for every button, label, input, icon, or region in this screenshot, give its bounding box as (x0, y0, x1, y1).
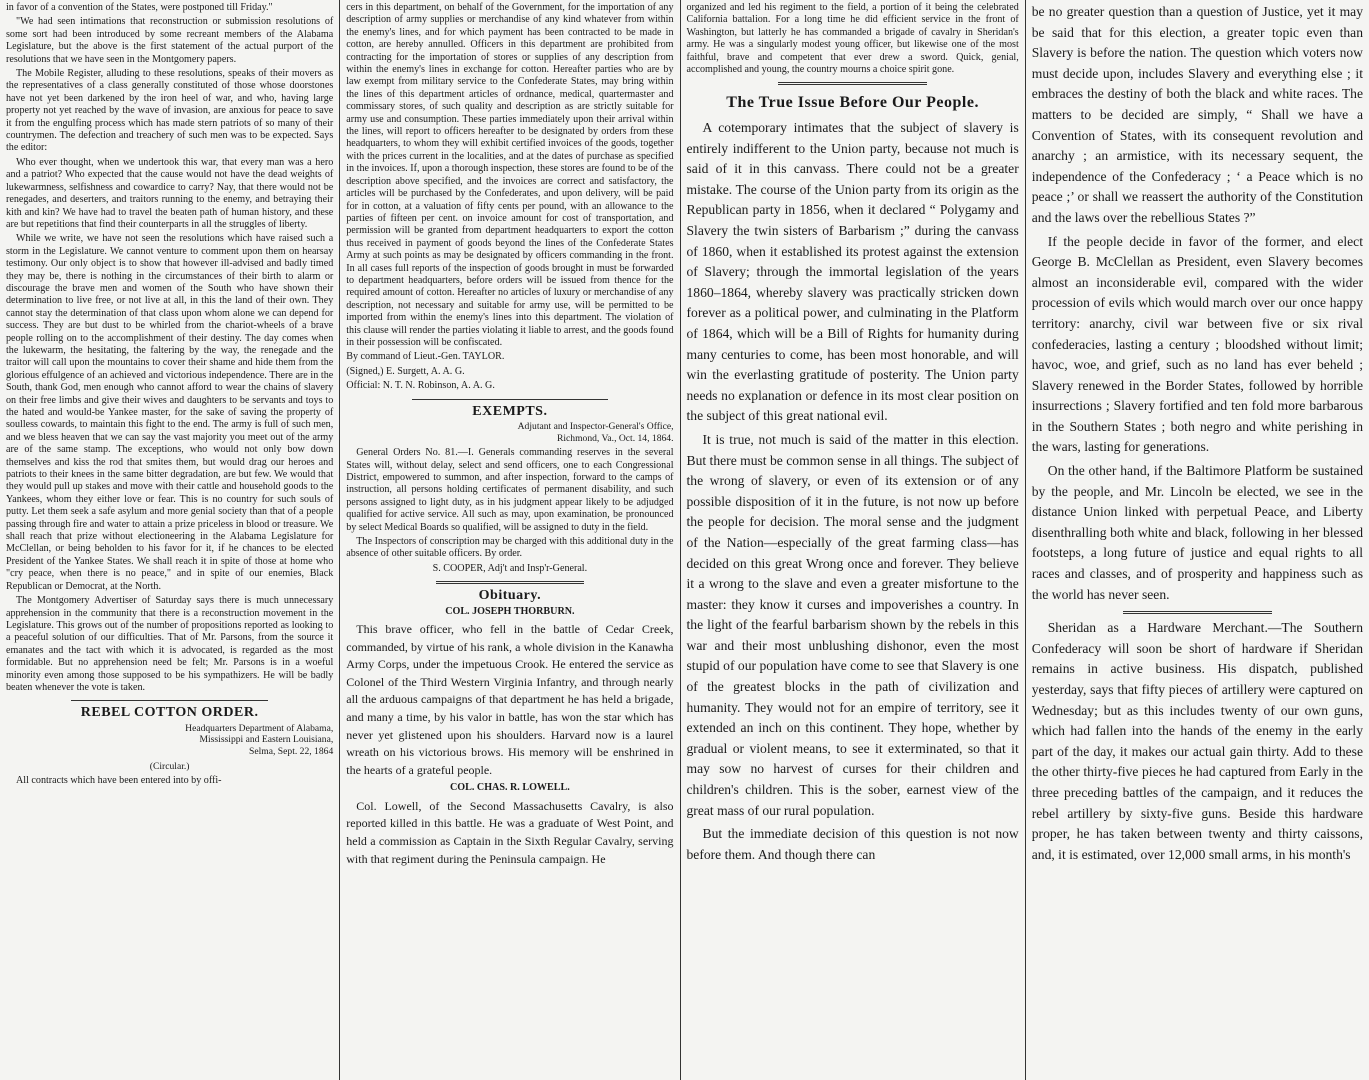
paragraph: Sheridan as a Hardware Merchant.—The Southern Confederacy will soon be short of hardware if Sheridan remains in active business. His dispatch, published yesterday, says that fifty pieces of artillery were captured on Wednesday; but as this includes twenty of our own guns, which had fallen into the hands of the enemy in the early part of the day, it makes our actual gain thirty. Add to these the other thirty-five pieces he had captured from Early in the three preceding battles of the campaign, and it reduces the rebel artillery by sixty-five guns. Beside this hardware proper, he has taken between twenty and thirty caissons, and, it is estimated, over 12,000 small arms, in his month's (1031, 620, 1363, 862)
separator (412, 399, 608, 400)
column-3 (681, 0, 1025, 1080)
column-1 (0, 0, 339, 1080)
circular-label: (Circular.) (149, 760, 190, 772)
paragraph: A cotemporary intimates that the subject of slavery is entirely indifferent to the Union party, because not much is said of it in this canvass. There could not be a greater mistake. The course of the Union party from its origin as the Republican party in 1856, when it declared “ Polygamy and Slavery the twin sisters of Barbarism ;” during the canvass of 1860, when it established its protest against the extension of Slavery; through the immortal legislation of the years 1860–1864, whereby slavery was practically stricken down forever as a political power, and culminating in the Platform of 1864, which will be a Bill of Rights for humanity during many centuries to come, has been most honorable, and will win the everlasting gratitude of posterity. The Union party needs no explanation or defence in its most clear position on the subject of this great national evil. (686, 120, 1019, 424)
paragraph: in favor of a convention of the States, were postponed till Friday." (6, 2, 273, 13)
separator (71, 700, 267, 701)
separator (778, 82, 928, 85)
paragraph: It is true, not much is said of the matter in this election. But there must be common sense in all things. The subject of the wrong of slavery, or even of its extension or of any possible disposition of it in the future, is not now up before the people for decision. The moral sense and the judgment of the Nation—especially of the great farming class—has decided on this great Wrong once and forever. They believe it a wrong to the slave and even a greater misfortune to the master: they know it curses and impoverishes a country. In the light of the fearful barbarism shown by the rebels in this war and their most unblushing dishonor, even the most stupid of our population have come to see that Slavery is one of the greatest blocks in the path of civilization and humanity. They would not for an empire of territory, see it extended an inch on this continent. They hope, whether by gradual or violent means, to see it exterminated, so that it may sow no harvest of curses for their children and children's children. This is the sober, earnest view of the great mass of our rural population. (686, 431, 1019, 818)
paragraph: "We had seen intimations that reconstruction or submission resolutions of some sort had been introduced by some recreant members of the Alabama Legislature, but the above is the first statement of the actual purport of the resolutions that we have seen in the Montgomery papers. (6, 16, 334, 65)
dateline-line: Richmond, Va., Oct. 14, 1864. (556, 432, 674, 444)
subheading: COL. JOSEPH THORBURN. (445, 605, 575, 617)
signature-line: By command of Lieut.-Gen. TAYLOR. (346, 351, 505, 363)
dateline (6, 723, 333, 758)
paragraph: The Mobile Register, alluding to these resolutions, speaks of their movers as the representatives of a class generally constituted of those whose doorstones have not yet been darkened by the iron heel of war, and who, having large property not yet reached by the wave of invasion, are anxious for peace to save it from the engulfing process which has made stern patriots of so many of their countrymen. The defection and treachery of such men was to be expected. Says the editor: (6, 68, 334, 154)
signature-line: S. COOPER, Adj't and Insp'r-General. (432, 562, 588, 574)
column-4 (1026, 0, 1369, 1080)
dateline-line: Adjutant and Inspector-General's Office, (517, 421, 674, 432)
signature-line: Official: N. T. N. Robinson, A. A. G. (346, 380, 495, 392)
quoted-paragraph: While we write, we have not seen the resolutions which have raised such a storm in the Legislature. We cannot venture to comment upon them on hearsay testimony. Our only object is to show that however ill-advised and badly timed they may be, there is nothing in the circumstances of their birth to alarm or discourage the brave men and women of the South who have shown their determination to live free, or not live at all, in this the land of their own. They cannot stay the determination of that class upon whom alone we can depend for success. They are but dust to be whirled from the chariot-wheels of a brave people rolling on to the accomplishment of their destiny. The day comes when the lukewarm, the hesitating, the faltering by the way, the renegade and the traitor will call upon the mountains to cover their shame and hide them from the glorious effulgence of an achieved and victorious independence. There are in the South, thank God, men enough who cannot afford to wear the chains of slavery on their free limbs and give their wives and daughters to be servants and toys to the hated and would-be Yankee master, for the sake of saving the property of soulless cowards, to maintain this fight to the end. The army is full of such men, and we bless heaven that we can say the vast majority you meet out of the army are of the same stamp. The exceptions, who would not only bow down themselves and kiss the rod that smites them, but would drag our heroes and patriots to their knees in the same bitter degradation, are but few. We would that they would pull up stakes and move with their cattle and household goods to the Yankees, whom they either love or fear. This is no country for such souls of putty. Let them seek a safe asylum and more genial society than that of a people passing through fire and water to attain a prize priceless in blood or treasure. We shall reach that prize without electioneering in the Alabama Legislature for McClellan, or being beholden to his favor for it, if he chances to be elected President of the Yankee States. We shall reach it in spite of those at home who "cry peace, when there is no peace," and in spite of our enemies, Black Republican or Democrat, at the North. (6, 233, 334, 592)
quoted-paragraph: Who ever thought, when we undertook this war, that every man was a hero and a patriot? Who expected that the cause would not have the dead weights of lukewarmness, selfishness and cowardice to carry? Nay, that there would not be renegades, and deserters, and traitors running to the enemy, and betraying their kith and kin? We have had to travel the beaten path of human history, and these are but repetitions that find their counterparts in all the struggles of liberty. (6, 156, 334, 230)
paragraph: organized and led his regiment to the field, a portion of it being the celebrated California battalion. For a long time he did efficient service in the front of Washington, but latterly he has commanded a brigade of cavalry in Sheridan's army. He was a singularly modest young officer, but likewise one of the most faithful, brave and competent that ever drew a sword. Quick, genial, accomplished and young, the country mourns a choice spirit gone. (686, 2, 1019, 76)
paragraph: be no greater question than a question of Justice, yet it may be said that for this election, a greater topic even than Slavery is before the nation. The question which voters now must decide upon, includes Slavery and everything else ; it embraces the destiny of both the black and white races. The matters to be decided are simply, “ Shall we have a Convention of States, with its consequent revolution and anarchy ; an armistice, with its necessary sequent, the independence of the Confederacy ; ‘ a Peace which is no peace ;’ or shall we reassert the authority of the Constitution and the laws over the rebellious States ?” (1031, 4, 1363, 225)
subheading: COL. CHAS. R. LOWELL. (450, 782, 570, 794)
dateline-line: Selma, Sept. 22, 1864 (249, 745, 334, 757)
paragraph: General Orders No. 81.—I. Generals commanding reserves in the several States will, without delay, select and send officers, one to each Congressional District, empowered to summon, and after inspection, forward to the camps of instruction, all persons holding certificates of permanent disability, and such persons assigned to light duty, as in his judgment appear likely to be adjudged qualified for active service. All such as may, upon examination, be pronounced by select Medical Boards so qualified, will be assigned to duty in the field. (346, 447, 674, 533)
paragraph: If the people decide in favor of the former, and elect George B. McClellan as President, even Slavery becomes almost an inconsiderable evil, compared with the wider procession of evils which would march over our once happy territory: anarchy, civil war between five or six rival confederacies, lasting a century ; bloodshed without limit; havoc, woe, and grief, such as no land has ever beheld ; Slavery renewed in the Border States, followed by horrible insurrections ; Slavery fortified and ten fold more barbarous in the Southern States ; both negro and white perishing in the wars, lasting for generations. (1031, 233, 1363, 455)
dateline-line: Headquarters Department of Alabama, (185, 722, 334, 734)
paragraph: The Montgomery Advertiser of Saturday says there is much unnecessary apprehension in the community that there is a reconstruction movement in the Legislature. This grows out of the number of propositions reported as looking to a peaceful solution of our difficulties. That of Mr. Parsons, from the source it emanates and the tact with which it is advocated, is regarded as the most formidable. But no apprehension need be felt; Mr. Parsons is in a woeful minority even among those supposed to be his sympathizers. He will be badly beaten whenever the vote is taken. (6, 595, 334, 693)
dateline-line: Mississippi and Eastern Louisiana, (199, 734, 334, 746)
article-heading: The True Issue Before Our People. (726, 94, 979, 112)
article-heading: EXEMPTS. (472, 403, 548, 419)
paragraph: But the immediate decision of this question is not now before them. And though there can (686, 826, 1019, 862)
dateline (346, 421, 673, 444)
signature-line: (Signed,) E. Surgett, A. A. G. (346, 365, 465, 377)
paragraph: This brave officer, who fell in the battle of Cedar Creek, commanded, by virtue of his rank, a whole division in the Kanawha Army Corps, under the impetuous Crook. He entered the service as Colonel of the Third Western Virginia Infantry, and through nearly all the arduous campaigns of that department he has held a brigade, and many a time, by his valor in battle, has won the star which has never yet glistened upon his shoulders. Harvard now is a laurel wreath on his victorious brows. His memory will be enshrined in the hearts of a grateful people. (346, 622, 674, 777)
paragraph: The Inspectors of conscription may be charged with this additional duty in the absence of other suitable officers. By order. (346, 536, 674, 560)
paragraph: cers in this department, on behalf of the Government, for the importation of any description of army supplies or merchandise of any kind whatever from within the enemy's lines, and for which payment has been contracted to be made in cotton, are hereby annulled. Officers in this department are prohibited from contracting for the importation of stores or supplies of any description from within the enemy's lines in exchange for cotton. Hereafter parties who are by law exempt from military service to the Confederate States, may bring within the lines of this department articles of ordnance, medical, quartermaster and commissary stores, of such quality and description as are strictly suitable for army use and consumption. These parties immediately upon their arrival within the lines, will report to officers hereafter to be designated by orders from these headquarters, to whom they will exhibit certified invoices of the goods, together with the prices current in the localities, and at the dates of purchase as specified in the invoices. If, upon a thorough inspection, these stores are found to be of the description above specified, and the invoices are correct and satisfactory, the articles will be purchased by the Confederates, and upon delivery, will be paid for in cotton, at a valuation of fifty cents per pound, with an allowance to the parties of fifteen per cent. on invoice amount for cost of transportation, and permission will be granted from department headquarters to export the cotton thus received in payment of goods beyond the lines of the Confederate States Army at such points as may be designated by officers commanding in the front. In all cases full reports of the inspection of goods brought in must be forwarded to department headquarters, before orders will be issued from thence for the required amount of cotton. Hereafter no articles of luxury or merchandise of any description, not necessary and suitable for army use, will be permitted to be imported from within the enemy's lines into this department. The violation of this clause will render the parties violating it liable to arrest, and the goods found in their possession will be confiscated. (346, 2, 674, 348)
article-heading: Obituary. (478, 588, 542, 604)
column-2 (340, 0, 679, 1080)
paragraph: On the other hand, if the Baltimore Platform be sustained by the people, and Mr. Lincoln be elected, we see in the distance Union linked with perpetual Peace, and Liberty disenthralling both white and black, following in her blessed footsteps, a long future of justice and equal rights to all races and classes, and of prosperity and happiness such as the world has never seen. (1031, 463, 1363, 602)
separator (436, 581, 583, 584)
paragraph: Col. Lowell, of the Second Massachusetts Cavalry, is also reported killed in this battle. He was a graduate of West Point, and held a commission as Captain in the Sixth Regular Cavalry, serving with that regiment during the Peninsula campaign. He (346, 798, 674, 866)
paragraph: All contracts which have been entered into by offi- (16, 775, 222, 787)
article-heading: REBEL COTTON ORDER. (80, 705, 259, 721)
separator (1123, 611, 1272, 614)
